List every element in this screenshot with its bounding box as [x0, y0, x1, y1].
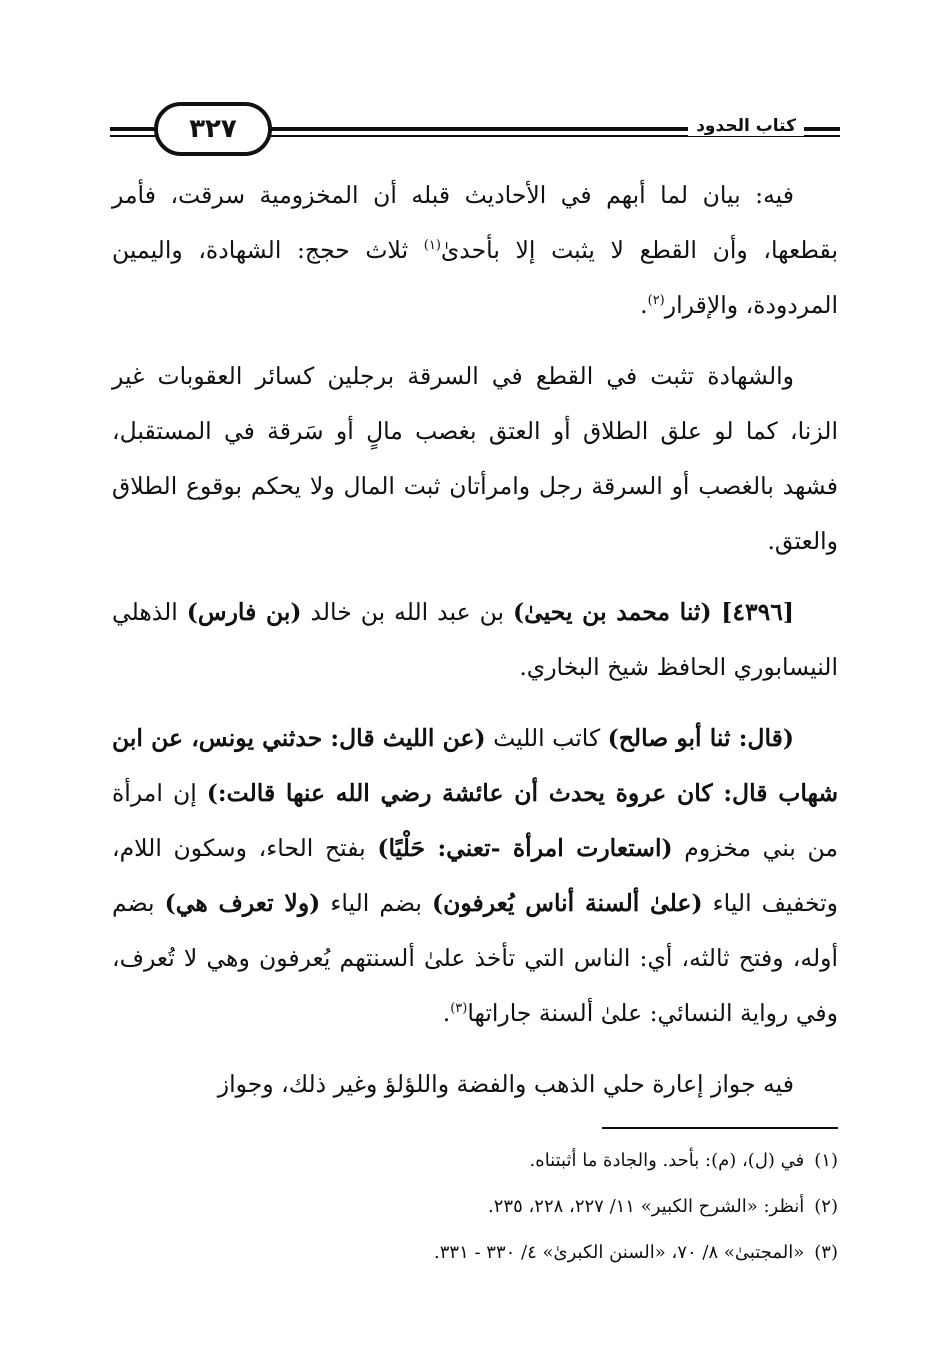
- text-run: بضم أوله، وفتح ثالثه، أي: الناس التي تأخذ علىٰ ألسنتهم يُعرفون وهي لا تُعرف، وفي رواية النسائي: علىٰ ألسنة جاراتها: [112, 889, 838, 1027]
- page-header: [110, 100, 840, 162]
- footnote-text: في (ل)، (م): بأحد. والجادة ما أثبتناه.: [529, 1150, 805, 1171]
- footnote-ref-3[interactable]: (٣): [450, 1001, 468, 1017]
- text-run: بن عبد الله بن خالد: [301, 598, 513, 626]
- footnote-number: (١): [814, 1150, 838, 1171]
- paragraph-1: [112, 168, 838, 333]
- footnote-separator: [602, 1127, 838, 1129]
- text-run: الذهلي النيسابوري الحافظ شيخ البخاري.: [112, 598, 838, 681]
- bold-text: (استعارت امرأة -تعني: حَلْيًا): [377, 834, 673, 862]
- page-number-badge: [154, 102, 272, 156]
- text-run: فيه جواز إعارة حلي الذهب والفضة واللؤلؤ وغير ذلك، وجواز: [217, 1070, 794, 1098]
- bold-text: (ولا تعرف هي): [164, 889, 321, 917]
- paragraph-4: [112, 711, 838, 1041]
- footnote-text: «المجتبىٰ» ٨/ ٧٠، «السنن الكبرىٰ» ٤/ ٣٣٠ - ٣٣١.: [434, 1242, 805, 1263]
- text-run: .: [442, 999, 451, 1027]
- text-run: بضم الياء: [320, 889, 432, 917]
- main-text: [112, 168, 838, 1112]
- bold-text: (عن الليث قال: حدثني يونس، عن ابن شهاب قال: كان عروة يحدث أن عائشة رضي الله عنها قالت:): [111, 724, 839, 807]
- footnote-text: أنظر: «الشرح الكبير» ١١/ ٢٢٧، ٢٢٨، ٢٣٥.: [488, 1196, 805, 1217]
- text-run: .: [640, 291, 648, 319]
- header-rule-end: [806, 127, 840, 137]
- text-run: بفتح الحاء، وسكون اللام، وتخفيف الياء: [112, 834, 839, 917]
- footnote-number: (٣): [814, 1242, 838, 1263]
- footnote-ref-1[interactable]: (١): [423, 238, 441, 254]
- text-run: إن امرأة من بني مخزوم: [112, 779, 838, 862]
- text-run: كاتب الليث: [485, 724, 608, 752]
- footnote-1: [112, 1138, 838, 1184]
- paragraph-3-hadith-4396: [112, 585, 838, 695]
- running-title: كتاب الحدود: [688, 116, 804, 136]
- footnote-3: [112, 1230, 838, 1276]
- paragraph-2: [112, 349, 838, 569]
- paragraph-5: [112, 1057, 838, 1112]
- page-number: ٣٢٧: [189, 114, 237, 144]
- footnotes: [112, 1138, 838, 1276]
- bold-text: (قال: ثنا أبو صالح): [607, 724, 794, 752]
- text-run: فيه: بيان لما أبهم في الأحاديث قبله أن المخزومية سرقت، فأمر بقطعها، وأن القطع لا يثبت إلا بأحدىٰ: [112, 181, 838, 264]
- text-run: والشهادة تثبت في القطع في السرقة برجلين كسائر العقوبات غير الزنا، كما لو علق الطلاق أو العتق بغصب مالٍ أو سَرقة في المستقبل، فشهد بالغصب أو السرقة رجل وامرأتان ثبت المال ولا يحكم بوقوع الطلاق والعتق.: [112, 362, 838, 555]
- footnote-number: (٢): [814, 1196, 838, 1217]
- footnote-2: [112, 1184, 838, 1230]
- footnote-ref-2[interactable]: (٢): [647, 293, 665, 309]
- text-run: ثلاث حجج: الشهادة، واليمين المردودة، والإقرار: [112, 236, 838, 319]
- bold-text: (علىٰ ألسنة أناس يُعرفون): [431, 889, 703, 917]
- bold-text: (بن فارس): [186, 598, 302, 626]
- bold-text: [٤٣٩٦] (ثنا محمد بن يحيىٰ): [512, 598, 795, 626]
